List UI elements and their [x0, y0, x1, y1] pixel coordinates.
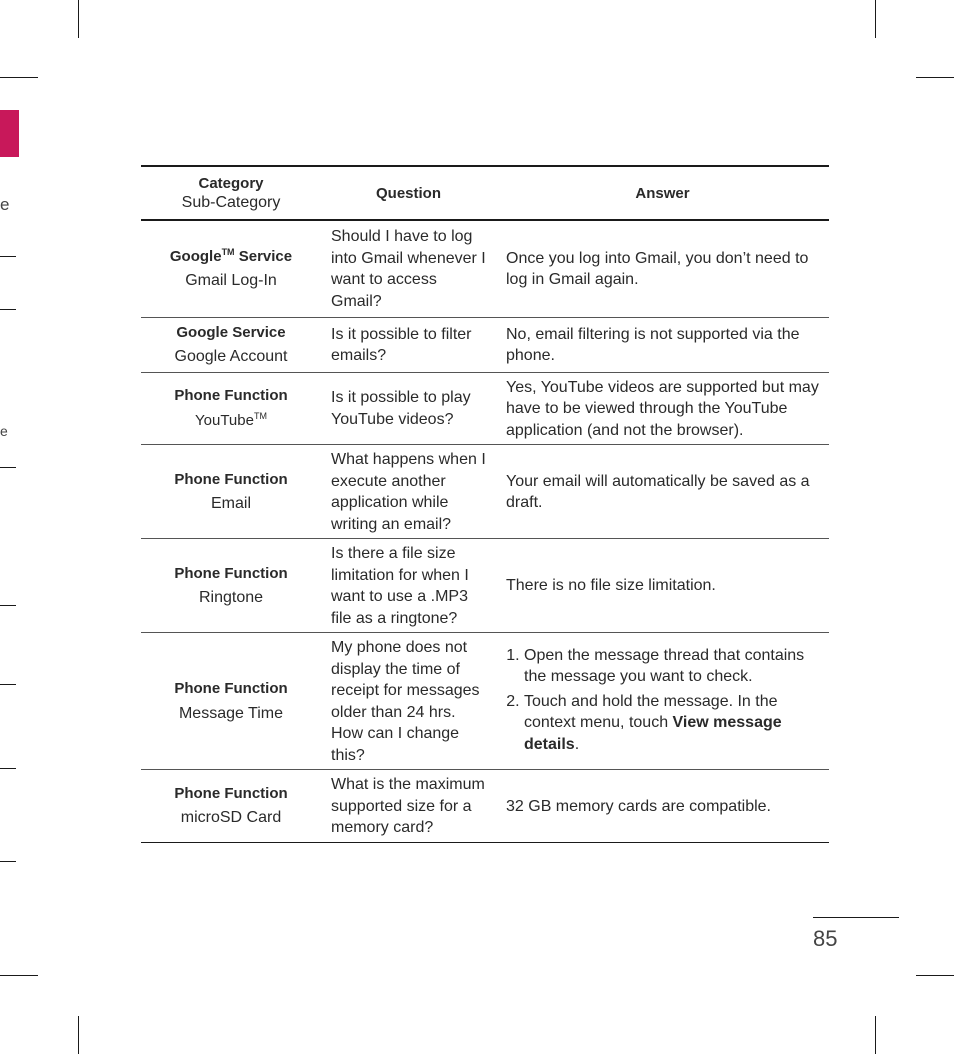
category-cell: [141, 372, 321, 445]
table-row: [141, 372, 829, 445]
answer-step: 1. Open the message thread that contains the message you want to check.: [524, 645, 821, 688]
header-category: [141, 166, 321, 220]
answer-cell: 32 GB memory cards are compatible.: [496, 770, 829, 843]
facing-page-rule: [0, 768, 16, 769]
page-number-rule: [813, 917, 899, 918]
crop-mark: [78, 0, 79, 38]
subcategory-label: Gmail Log-In: [185, 272, 277, 290]
subcategory-label: Google Account: [174, 348, 288, 365]
question-cell: Should I have to log into Gmail whenever I want to access Gmail?: [321, 220, 496, 317]
faq-table: [141, 165, 829, 843]
subcategory-label: Ringtone: [198, 589, 264, 606]
header-category-label: Category: [198, 174, 264, 192]
category-cell: [141, 633, 321, 770]
category-label: Phone Function: [174, 564, 288, 582]
question-cell: Is it possible to play YouTube videos?: [321, 372, 496, 445]
facing-page-rule: [0, 256, 16, 257]
category-cell: [141, 220, 321, 317]
header-question: Question: [321, 166, 496, 220]
menu-option-label: View message details: [524, 714, 782, 753]
facing-page-text: e: [0, 423, 8, 439]
subcategory-label: Message Time: [178, 704, 284, 722]
page-number: 85: [813, 926, 838, 951]
table-row: [141, 445, 829, 539]
crop-mark: [0, 975, 38, 976]
category-cell: [141, 445, 321, 539]
facing-page-rule: [0, 467, 16, 468]
category-label: Phone Function: [174, 784, 288, 802]
crop-mark: [0, 77, 38, 78]
table-row: [141, 770, 829, 843]
crop-mark: [875, 1016, 876, 1054]
subcategory-label: microSD Card: [180, 809, 282, 827]
crop-mark: [875, 0, 876, 38]
category-label: Phone Function: [174, 680, 288, 697]
facing-page-rule: [0, 684, 16, 685]
section-tab: [0, 110, 19, 157]
facing-page-text: e: [0, 195, 10, 214]
crop-mark: [916, 77, 954, 78]
subcategory-label: Email: [210, 495, 251, 512]
category-label: Google Service: [176, 323, 286, 341]
header-answer: Answer: [496, 166, 829, 220]
header-subcategory-label: Sub-Category: [181, 193, 281, 211]
facing-page-rule: [0, 861, 16, 862]
answer-step: 2. Touch and hold the message. In the context menu, touch View message details.: [524, 691, 821, 756]
question-cell: Is there a file size limitation for when I want to use a .MP3 file as a ringtone?: [321, 539, 496, 633]
facing-page-rule: [0, 605, 16, 606]
category-cell: [141, 539, 321, 633]
question-cell: What happens when I execute another application while writing an email?: [321, 445, 496, 539]
question-cell: Is it possible to filter emails?: [321, 317, 496, 372]
category-cell: [141, 770, 321, 843]
subcategory-label: YouTube™: [195, 410, 267, 429]
table-row: [141, 317, 829, 372]
answer-cell: Your email will automatically be saved as a draft.: [496, 445, 829, 539]
crop-mark: [916, 975, 954, 976]
table-header-row: [141, 166, 829, 220]
crop-mark: [78, 1016, 79, 1054]
answer-cell: There is no file size limitation.: [496, 539, 829, 633]
category-label: Phone Function: [174, 387, 288, 405]
answer-cell: Yes, YouTube videos are supported but may have to be viewed through the YouTube application (and not the browser).: [496, 372, 829, 445]
answer-cell: No, email filtering is not supported via the phone.: [496, 317, 829, 372]
table-row: [141, 633, 829, 770]
answer-cell: Once you log into Gmail, you don’t need to log in Gmail again.: [496, 220, 829, 317]
answer-steps: [506, 645, 821, 756]
table-row: [141, 220, 829, 317]
answer-cell: [496, 633, 829, 770]
question-cell: What is the maximum supported size for a memory card?: [321, 770, 496, 843]
table-row: [141, 539, 829, 633]
category-label: Phone Function: [174, 470, 288, 488]
question-cell: My phone does not display the time of receipt for messages older than 24 hrs. How can I change this?: [321, 633, 496, 770]
category-label: Google™ Service: [169, 246, 293, 265]
category-cell: [141, 317, 321, 372]
facing-page-rule: [0, 309, 16, 310]
